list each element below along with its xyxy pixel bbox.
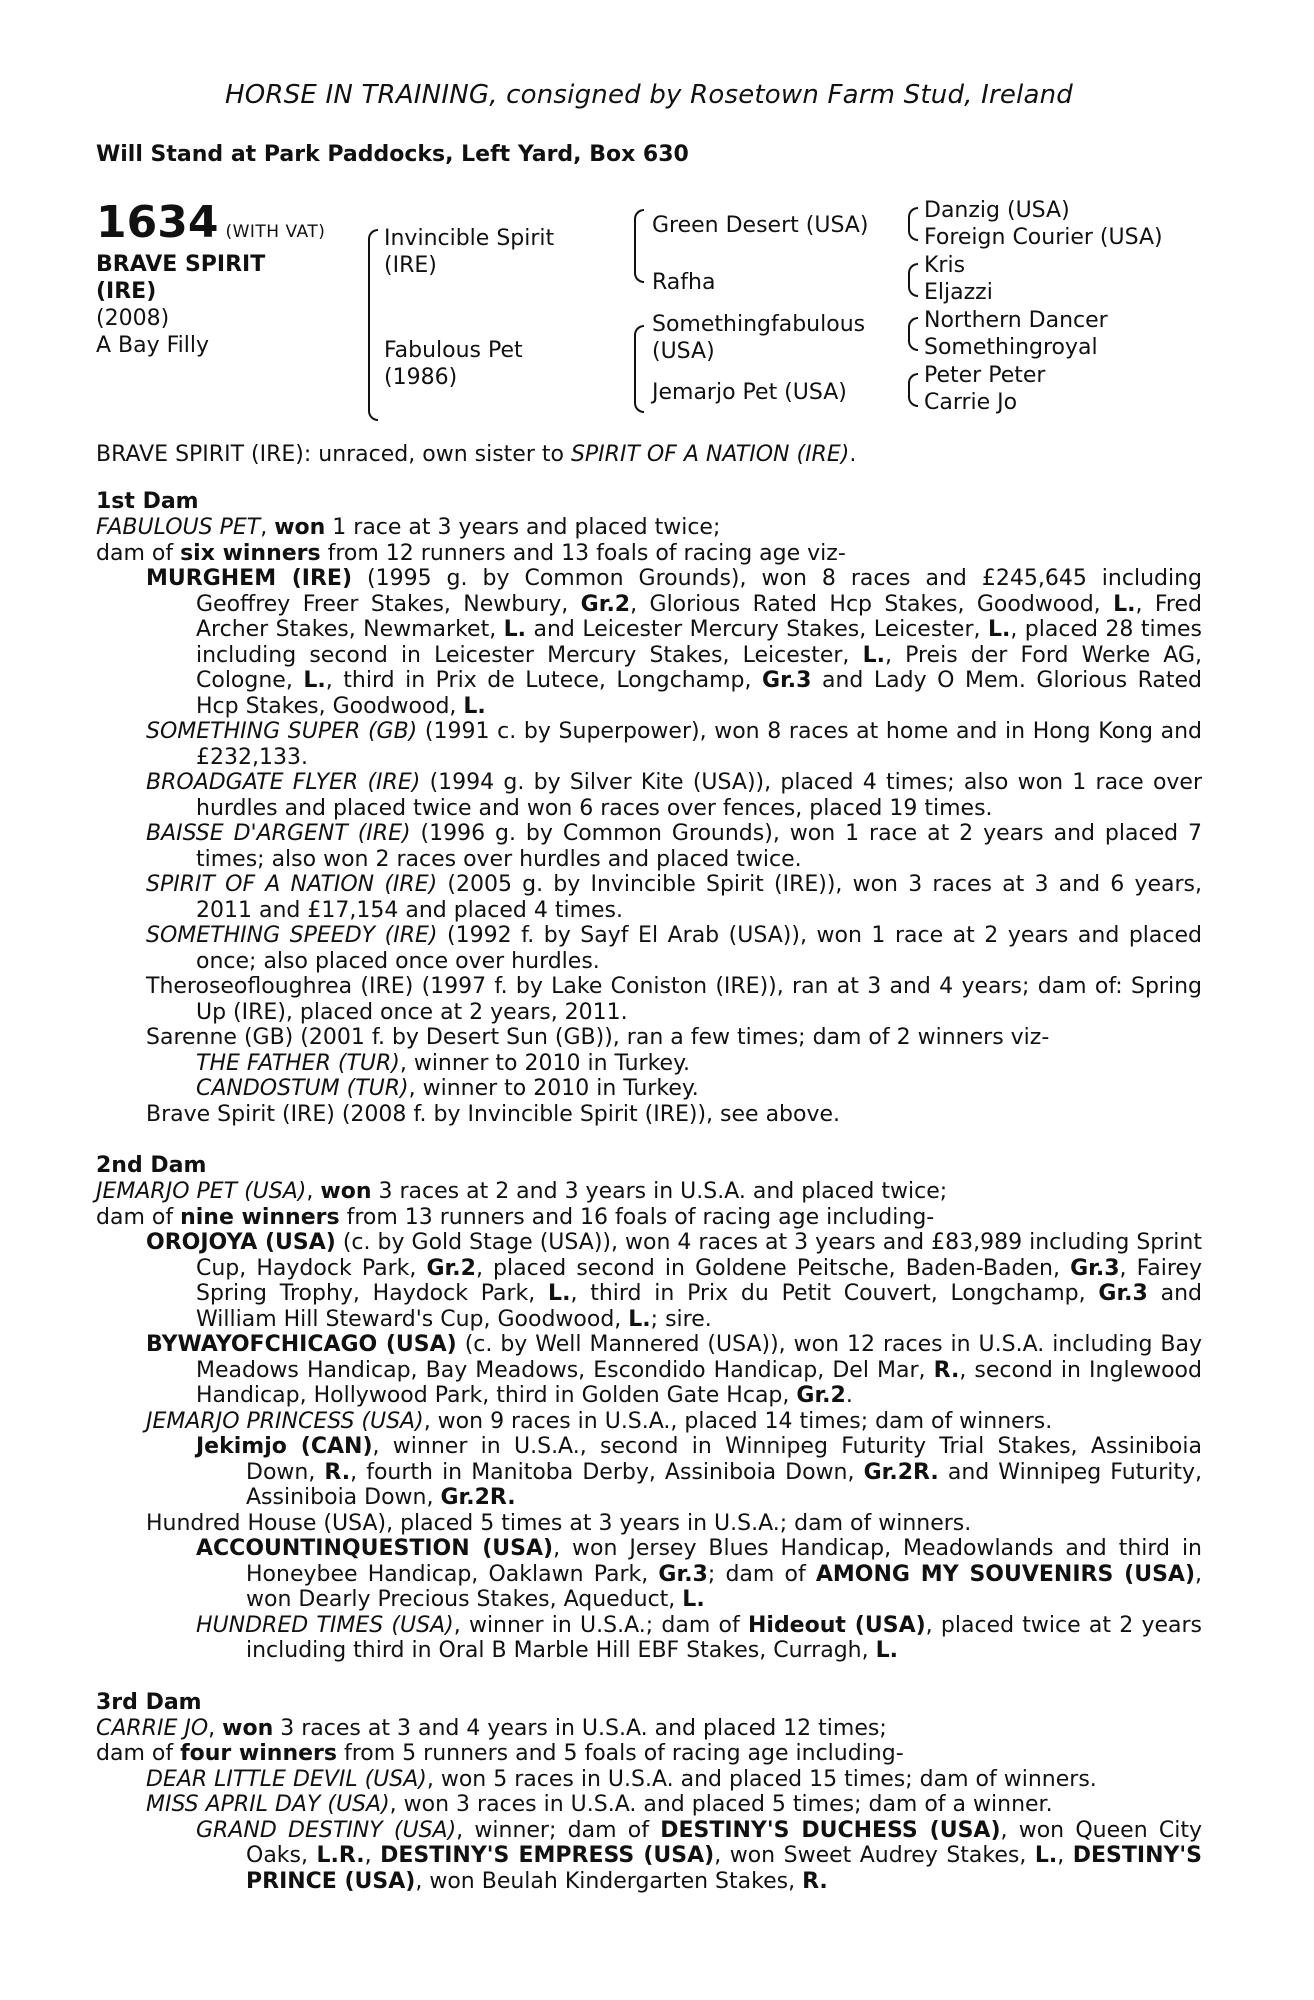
lot-summary <box>96 442 1202 467</box>
horse-name: BAISSE D'ARGENT (IRE) <box>146 821 411 846</box>
text: 3 races at 2 and 3 years in U.S.A. and placed twice; <box>371 1179 948 1204</box>
produce-entry <box>146 719 1202 770</box>
text: . <box>845 1383 853 1408</box>
text: , Preis der Ford Werke AG, Cologne, <box>196 642 1202 693</box>
grand-produce-entry <box>196 1536 1202 1613</box>
text: , winner to 2010 in Turkey. <box>408 1076 699 1101</box>
grade: L. <box>682 1587 705 1612</box>
horse-name: MURGHEM (IRE) <box>146 566 353 591</box>
text: , Fairey Spring Trophy, Haydock Park, <box>196 1255 1202 1306</box>
brace-sire-dam <box>634 245 644 283</box>
produce-entry: Theroseofloughrea (IRE) (1997 f. by Lake Coniston (IRE)), ran at 3 and 4 years; dam of: Spring Up (IRE), placed once at 2 years, 2011. <box>146 974 1202 1025</box>
second-dam-line <box>96 1179 1202 1205</box>
text: , winner; dam of <box>456 1817 661 1843</box>
produce-entry <box>146 770 1202 821</box>
grade: Gr.2R. <box>440 1485 516 1510</box>
text: , <box>260 515 275 540</box>
text: from 5 runners and 5 foals of racing age including- <box>337 1741 904 1766</box>
summary-sibling: SPIRIT OF A NATION (IRE) <box>570 442 850 467</box>
grade: L. <box>987 617 1011 642</box>
grade: L. <box>1113 591 1136 617</box>
text: , Glorious Rated Hcp Stakes, Goodwood, <box>630 591 1114 617</box>
dam-dam: Jemarjo Pet (USA) <box>652 380 847 405</box>
horse-name: DEAR LITTLE DEVIL (USA) <box>146 1766 427 1792</box>
text: , winner in U.S.A., second in Winnipeg Futurity Trial Stakes, Assiniboia Down, <box>246 1434 1202 1485</box>
horse-name-country: (IRE) <box>96 279 157 304</box>
text: (1992 f. by Sayf El Arab (USA)), won 1 race at 2 years and placed once; also placed once over hurdles. <box>196 923 1202 974</box>
brace-dam-dam <box>634 369 644 413</box>
grade: L.R. <box>316 1843 365 1868</box>
grade: R. <box>324 1459 351 1485</box>
grade: Gr.2 <box>426 1255 476 1281</box>
pedigree-dds: Peter Peter <box>924 363 1046 388</box>
produce-entry <box>146 872 1202 923</box>
winners-count: six winners <box>180 540 321 566</box>
text: ; sire. <box>650 1306 712 1332</box>
dam-name: FABULOUS PET <box>96 515 261 540</box>
horse-name: OROJOYA (USA) <box>146 1230 336 1255</box>
text: 3 races at 3 and 4 years in U.S.A. and placed 12 times; <box>273 1715 887 1741</box>
produce-entry <box>146 923 1202 974</box>
text: , placed 28 times including second in Leicester Mercury Stakes, Leicester, <box>196 617 1202 668</box>
text: and William Hill Steward's Cup, Goodwood, <box>196 1281 1202 1332</box>
grade: L. <box>628 1306 651 1332</box>
horse-description: A Bay Filly <box>96 333 210 358</box>
catalogue-page <box>96 80 1202 1894</box>
grade: Gr.2R. <box>863 1459 939 1485</box>
won-label: won <box>320 1179 372 1204</box>
text: from 12 runners and 13 foals of racing age viz- <box>320 540 846 566</box>
pedigree-sss: Danzig (USA) <box>924 198 1070 223</box>
text: (c. by Gold Stage (USA)), won 4 races at 3 years and £83,989 including Sprint Cup, Haydock Park, <box>196 1230 1202 1281</box>
produce-entry <box>146 1792 1202 1818</box>
grand-produce-entry <box>196 1076 1202 1102</box>
lot-number: 1634 <box>96 197 219 248</box>
grade: L. <box>875 1638 898 1663</box>
text: , <box>306 1179 321 1204</box>
text: , Fred Archer Stakes, Newmarket, <box>196 591 1202 642</box>
grade: Gr.2 <box>580 591 631 617</box>
first-dam-produce-line <box>96 541 1202 567</box>
text: , won 9 races in U.S.A., placed 14 times; dam of winners. <box>423 1408 1053 1434</box>
pedigree-ssd: Foreign Courier (USA) <box>924 225 1163 250</box>
text: , third in Prix du Petit Couvert, Longchamp, <box>570 1281 1099 1306</box>
first-dam-line <box>96 515 1202 541</box>
grand-produce-entry <box>196 1613 1202 1664</box>
brace-dam <box>368 319 378 421</box>
stand-location: Will Stand at Park Paddocks, Left Yard, Box 630 <box>96 142 689 167</box>
pedigree-dss: Northern Dancer <box>924 308 1108 333</box>
grade: L. <box>548 1281 571 1306</box>
text: , won Dearly Precious Stakes, Aqueduct, <box>246 1561 1202 1612</box>
produce-entry: Sarenne (GB) (2001 f. by Desert Sun (GB)), ran a few times; dam of 2 winners viz- <box>146 1025 1050 1050</box>
grade: L. <box>862 642 885 668</box>
text: (c. by Well Mannered (USA)), won 12 races in U.S.A. including Bay Meadows Handicap, Bay Meadows, Escondido Handicap, Del Mar, <box>196 1332 1202 1383</box>
horse-name: JEMARJO PRINCESS (USA) <box>146 1408 424 1434</box>
text: , winner to 2010 in Turkey. <box>399 1050 690 1076</box>
vat-note: (WITH VAT) <box>225 222 326 242</box>
pedigree-dsd: Somethingroyal <box>924 335 1098 360</box>
text: (2005 g. by Invincible Spirit (IRE)), won 3 races at 3 and 6 years, 2011 and £17,154 and placed 4 times. <box>196 872 1202 923</box>
text: and Leicester Mercury Stakes, Leicester, <box>526 617 988 642</box>
text: and Lady O Mem. Glorious Rated Hcp Stakes, Goodwood, <box>196 668 1202 719</box>
second-dam-produce-line <box>96 1205 1202 1231</box>
second-dam-heading: 2nd Dam <box>96 1153 207 1178</box>
horse-name: BYWAYOFCHICAGO (USA) <box>146 1332 457 1357</box>
text: , winner in U.S.A.; dam of <box>453 1612 748 1638</box>
text: , won Queen City Oaks, <box>246 1817 1202 1868</box>
brace-g3-2 <box>908 223 918 241</box>
pedigree-block <box>96 197 1202 432</box>
dam-sire-country: (USA) <box>652 339 715 364</box>
summary-end: . <box>849 442 857 467</box>
text: , <box>1057 1843 1073 1868</box>
text: dam of <box>96 1204 181 1230</box>
grade: Gr.3 <box>1070 1255 1120 1281</box>
text: , <box>208 1715 223 1741</box>
horse-name: SOMETHING SPEEDY (IRE) <box>146 923 438 948</box>
text: , won 3 races in U.S.A. and placed 5 times; dam of a winner. <box>389 1792 1053 1817</box>
pedigree-sds: Kris <box>924 253 966 278</box>
winners-count: nine winners <box>180 1204 340 1230</box>
grade: Gr.3 <box>1098 1281 1148 1306</box>
dam-year: (1986) <box>384 365 458 390</box>
brace-g3-6 <box>908 333 918 351</box>
grade: L. <box>463 693 486 719</box>
grand-produce-entry <box>196 1434 1202 1511</box>
produce-entry: Brave Spirit (IRE) (2008 f. by Invincible Spirit (IRE)), see above. <box>146 1101 841 1127</box>
grade: L. <box>503 617 527 642</box>
grade: R. <box>802 1868 828 1894</box>
brace-g3-8 <box>908 389 918 407</box>
produce-entry <box>146 1767 1202 1793</box>
summary-text: BRAVE SPIRIT (IRE): unraced, own sister to <box>96 442 571 467</box>
sire-country: (IRE) <box>384 253 437 278</box>
grand-produce-entry <box>196 1818 1202 1895</box>
horse-name: DESTINY'S DUCHESS (USA) <box>660 1817 1001 1843</box>
text: dam of <box>96 540 181 566</box>
produce-entry: Hundred House (USA), placed 5 times at 3 years in U.S.A.; dam of winners. <box>146 1510 972 1536</box>
text: 1 race at 3 years and placed twice; <box>325 515 721 540</box>
text: , second in Inglewood Handicap, Hollywood Park, third in Golden Gate Hcap, <box>196 1357 1202 1408</box>
text: , placed second in Goldene Peitsche, Baden-Baden, <box>475 1255 1071 1281</box>
text: (1996 g. by Common Grounds), won 1 race at 2 years and placed 7 times; also won 2 races over hurdles and placed twice. <box>196 821 1202 872</box>
text: , won 5 races in U.S.A. and placed 15 times; dam of winners. <box>426 1766 1097 1792</box>
brace-sire <box>368 229 378 321</box>
grade: Gr.3 <box>762 668 812 693</box>
grade: Gr.2 <box>796 1383 846 1408</box>
dam-name: Fabulous Pet <box>384 338 523 363</box>
winners-count: four winners <box>180 1741 337 1766</box>
text: , <box>364 1843 381 1868</box>
text: ; dam of <box>707 1561 816 1587</box>
horse-name: DESTINY'S PRINCE (USA) <box>246 1843 1202 1894</box>
sire-name: Invincible Spirit <box>384 226 555 251</box>
text: , fourth in Manitoba Derby, Assiniboia Down, <box>350 1459 864 1485</box>
horse-name: DESTINY'S EMPRESS (USA) <box>380 1843 715 1868</box>
third-dam-produce-line <box>96 1741 1202 1767</box>
brace-sire-sire <box>634 209 644 247</box>
grand-produce-entry <box>196 1051 1202 1077</box>
won-label: won <box>222 1715 274 1741</box>
text: from 13 runners and 16 foals of racing age including- <box>339 1204 935 1230</box>
third-dam-heading: 3rd Dam <box>96 1689 202 1715</box>
dam-name: CARRIE JO <box>96 1715 209 1741</box>
text: (1991 c. by Superpower), won 8 races at home and in Hong Kong and £232,133. <box>196 719 1203 770</box>
produce-entry <box>146 566 1202 719</box>
text: , placed twice at 2 years including third in Oral B Marble Hill EBF Stakes, Curragh, <box>246 1612 1203 1663</box>
sire-sire: Green Desert (USA) <box>652 213 869 238</box>
horse-name: SOMETHING SUPER (GB) <box>146 719 418 744</box>
horse-name: SPIRIT OF A NATION (IRE) <box>146 872 438 897</box>
produce-entry <box>146 1230 1202 1332</box>
dam-name: JEMARJO PET (USA) <box>96 1179 307 1204</box>
pedigree-sdd: Eljazzi <box>924 280 993 305</box>
third-dam-line <box>96 1716 1202 1742</box>
grade: R. <box>933 1357 960 1383</box>
text: , third in Prix de Lutece, Longchamp, <box>325 668 763 693</box>
horse-name: HUNDRED TIMES (USA) <box>196 1612 454 1638</box>
text: dam of <box>96 1741 181 1766</box>
dam-sire: Somethingfabulous <box>652 312 866 337</box>
horse-name: Hideout (USA) <box>747 1612 926 1638</box>
horse-name: MISS APRIL DAY (USA) <box>146 1792 390 1817</box>
text: and Winnipeg Futurity, Assiniboia Down, <box>246 1459 1202 1510</box>
text: , won Beulah Kindergarten Stakes, <box>415 1868 803 1894</box>
grade: L. <box>1034 1843 1058 1868</box>
produce-entry <box>146 1332 1202 1409</box>
horse-name: THE FATHER (TUR) <box>196 1050 400 1076</box>
won-label: won <box>274 515 326 540</box>
brace-g3-4 <box>908 279 918 297</box>
horse-name: CANDOSTUM (TUR) <box>196 1076 409 1101</box>
grade: L. <box>303 668 326 693</box>
horse-name: AMONG MY SOUVENIRS (USA) <box>815 1561 1195 1587</box>
produce-entry <box>146 821 1202 872</box>
horse-name: BRAVE SPIRIT <box>96 252 266 277</box>
produce-entry <box>146 1409 1202 1435</box>
text: , won Jersey Blues Handicap, Meadowlands and third in Honeybee Handicap, Oaklawn Park, <box>246 1536 1202 1587</box>
sire-dam: Rafha <box>652 270 716 295</box>
horse-name: Jekimjo (CAN) <box>196 1434 373 1459</box>
grade: Gr.3 <box>658 1561 708 1587</box>
foaling-year: (2008) <box>96 306 170 331</box>
first-dam-heading: 1st Dam <box>96 489 199 514</box>
lot-heading <box>96 199 325 247</box>
pedigree-ddd: Carrie Jo <box>924 390 1018 415</box>
horse-name: GRAND DESTINY (USA) <box>196 1817 457 1843</box>
text: (1995 g. by Common Grounds), won 8 races and £245,645 including Geoffrey Freer Stakes, Newbury, <box>196 566 1202 617</box>
horse-name: ACCOUNTINQUESTION (USA) <box>196 1536 554 1561</box>
text: (1994 g. by Silver Kite (USA)), placed 4 times; also won 1 race over hurdles and placed twice and won 6 races over fences, placed 19 times. <box>196 770 1203 821</box>
text: , won Sweet Audrey Stakes, <box>714 1843 1035 1868</box>
consignment-title: HORSE IN TRAINING, consigned by Rosetown Farm Stud, Ireland <box>225 80 1073 110</box>
horse-name: BROADGATE FLYER (IRE) <box>146 770 421 795</box>
brace-dam-sire <box>634 325 644 371</box>
